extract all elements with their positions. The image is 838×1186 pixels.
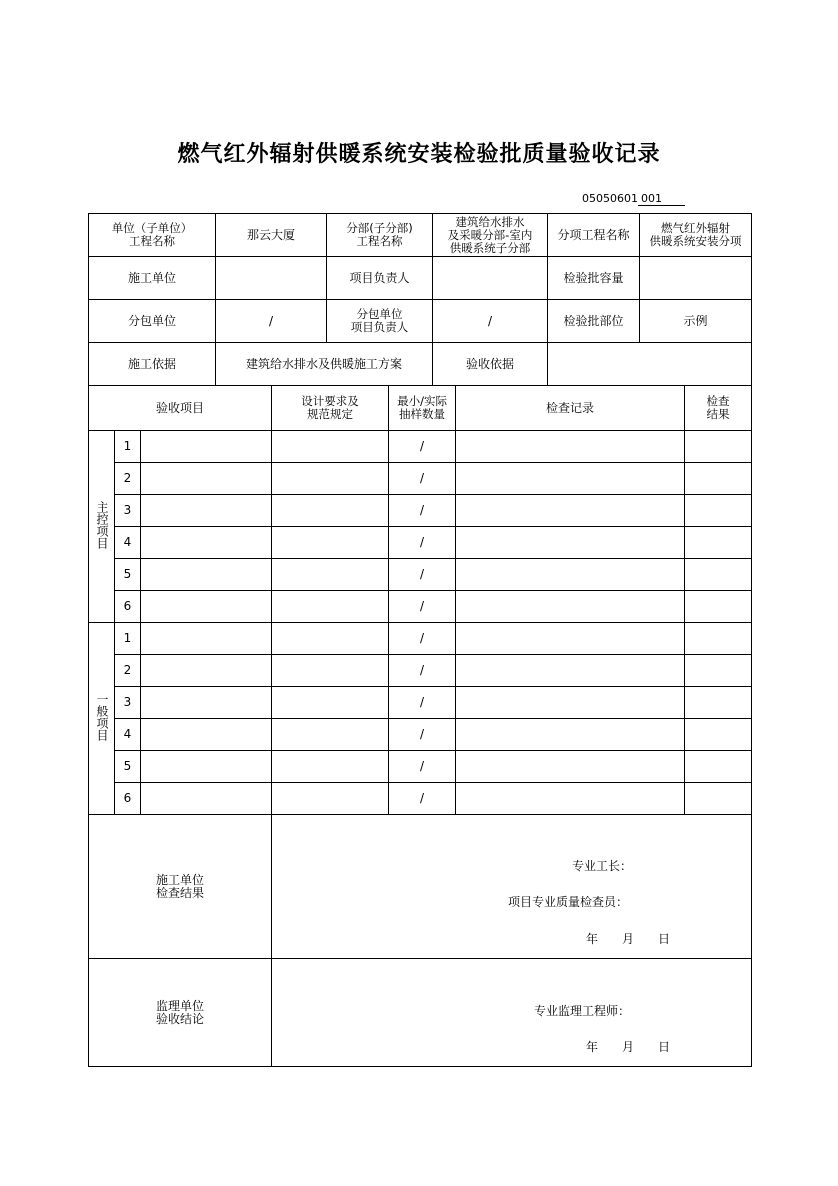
contractor-label: 施工单位 — [89, 257, 216, 300]
inspection-record-cell — [456, 527, 685, 559]
inspection-result-cell — [685, 623, 752, 655]
main-control-row — [89, 591, 752, 623]
items-table — [88, 385, 752, 1067]
sample-count-cell: / — [389, 431, 456, 463]
col-item-header: 验收项目 — [89, 386, 272, 431]
construction-basis-label: 施工依据 — [89, 343, 216, 386]
inspection-record-cell — [456, 719, 685, 751]
inspection-result-cell — [685, 751, 752, 783]
row-number: 6 — [115, 591, 141, 623]
sample-count-cell: / — [389, 463, 456, 495]
supervision-result-area — [272, 959, 752, 1067]
sample-count-cell: / — [389, 623, 456, 655]
row-number: 3 — [115, 687, 141, 719]
inspection-result-cell — [685, 687, 752, 719]
design-requirement-cell — [272, 495, 389, 527]
row-number: 6 — [115, 783, 141, 815]
item-cell — [141, 559, 272, 591]
design-requirement-cell — [272, 783, 389, 815]
sample-count-cell: / — [389, 687, 456, 719]
form-code — [582, 192, 685, 206]
design-requirement-cell — [272, 687, 389, 719]
batch-location-label: 检验批部位 — [548, 300, 640, 343]
subitem-name-value: 燃气红外辐射 供暖系统安装分项 — [640, 214, 752, 257]
design-requirement-cell — [272, 751, 389, 783]
inspection-record-cell — [456, 623, 685, 655]
project-manager-label: 项目负责人 — [327, 257, 433, 300]
design-requirement-cell — [272, 431, 389, 463]
item-cell — [141, 751, 272, 783]
division-name-value: 建筑给水排水 及采暖分部-室内 供暖系统子分部 — [433, 214, 548, 257]
sample-count-cell: / — [389, 591, 456, 623]
row-number: 3 — [115, 495, 141, 527]
general-row — [89, 751, 752, 783]
design-requirement-cell — [272, 623, 389, 655]
construction-result-area — [272, 815, 752, 959]
header-table — [88, 213, 752, 386]
quality-inspector-signature-label: 项目专业质量检查员： — [508, 895, 629, 909]
inspection-record-cell — [456, 559, 685, 591]
inspection-result-cell — [685, 591, 752, 623]
batch-location-value: 示例 — [640, 300, 752, 343]
division-name-label: 分部(子分部) 工程名称 — [327, 214, 433, 257]
row-number: 1 — [115, 623, 141, 655]
item-cell — [141, 719, 272, 751]
sub-pm-label: 分包单位 项目负责人 — [327, 300, 433, 343]
inspection-result-cell — [685, 783, 752, 815]
sample-count-cell: / — [389, 527, 456, 559]
unit-name-label: 单位（子单位） 工程名称 — [89, 214, 216, 257]
item-cell — [141, 591, 272, 623]
sample-count-cell: / — [389, 751, 456, 783]
inspection-record-cell — [456, 463, 685, 495]
general-label: 一般项目 — [89, 623, 115, 815]
unit-name-value: 那云大厦 — [216, 214, 327, 257]
subcontractor-value: / — [216, 300, 327, 343]
general-row — [89, 655, 752, 687]
inspection-result-cell — [685, 719, 752, 751]
subcontractor-label: 分包单位 — [89, 300, 216, 343]
project-manager-value — [433, 257, 548, 300]
inspection-record-cell — [456, 751, 685, 783]
item-cell — [141, 687, 272, 719]
inspection-result-cell — [685, 559, 752, 591]
row-number: 4 — [115, 719, 141, 751]
design-requirement-cell — [272, 559, 389, 591]
row-number: 4 — [115, 527, 141, 559]
design-requirement-cell — [272, 591, 389, 623]
item-cell — [141, 623, 272, 655]
supervision-result-label: 监理单位 验收结论 — [89, 959, 272, 1067]
form-code-prefix: 05050601 — [582, 192, 638, 205]
general-row — [89, 623, 752, 655]
contractor-value — [216, 257, 327, 300]
item-cell — [141, 655, 272, 687]
sample-count-cell: / — [389, 719, 456, 751]
supervising-engineer-signature-label: 专业监理工程师： — [534, 1004, 631, 1018]
sample-count-cell: / — [389, 655, 456, 687]
row-number: 5 — [115, 751, 141, 783]
design-requirement-cell — [272, 527, 389, 559]
general-row — [89, 687, 752, 719]
item-cell — [141, 495, 272, 527]
col-result-header: 检查 结果 — [685, 386, 752, 431]
col-design-header: 设计要求及 规范规定 — [272, 386, 389, 431]
subitem-name-label: 分项工程名称 — [548, 214, 640, 257]
inspection-result-cell — [685, 527, 752, 559]
page-title: 燃气红外辐射供暖系统安装检验批质量验收记录 — [177, 141, 661, 167]
item-cell — [141, 463, 272, 495]
form-code-number: 001 — [638, 192, 685, 206]
row-number: 2 — [115, 655, 141, 687]
construction-date: 年 月 日 — [586, 932, 671, 946]
main-control-row — [89, 463, 752, 495]
supervision-date: 年 月 日 — [586, 1040, 671, 1054]
foreman-signature-label: 专业工长： — [572, 859, 633, 873]
general-row — [89, 783, 752, 815]
construction-basis-value: 建筑给水排水及供暖施工方案 — [216, 343, 433, 386]
sub-pm-value: / — [433, 300, 548, 343]
inspection-record-cell — [456, 495, 685, 527]
inspection-record-cell — [456, 655, 685, 687]
inspection-record-cell — [456, 431, 685, 463]
main-control-row — [89, 527, 752, 559]
sample-count-cell: / — [389, 783, 456, 815]
design-requirement-cell — [272, 463, 389, 495]
inspection-record-cell — [456, 783, 685, 815]
inspection-result-cell — [685, 463, 752, 495]
item-cell — [141, 431, 272, 463]
main-control-label: 主控项目 — [89, 431, 115, 623]
batch-capacity-label: 检验批容量 — [548, 257, 640, 300]
main-control-section — [89, 431, 752, 623]
sample-count-cell: / — [389, 495, 456, 527]
inspection-record-cell — [456, 591, 685, 623]
row-number: 1 — [115, 431, 141, 463]
main-control-row — [89, 559, 752, 591]
row-number: 2 — [115, 463, 141, 495]
main-control-row — [89, 431, 752, 463]
sample-count-cell: / — [389, 559, 456, 591]
design-requirement-cell — [272, 655, 389, 687]
acceptance-basis-value — [548, 343, 752, 386]
item-cell — [141, 783, 272, 815]
inspection-result-cell — [685, 495, 752, 527]
inspection-record-cell — [456, 687, 685, 719]
batch-capacity-value — [640, 257, 752, 300]
general-row — [89, 719, 752, 751]
main-control-row — [89, 495, 752, 527]
general-section — [89, 623, 752, 815]
acceptance-basis-label: 验收依据 — [433, 343, 548, 386]
inspection-result-cell — [685, 431, 752, 463]
col-record-header: 检查记录 — [456, 386, 685, 431]
construction-result-label: 施工单位 检查结果 — [89, 815, 272, 959]
design-requirement-cell — [272, 719, 389, 751]
item-cell — [141, 527, 272, 559]
row-number: 5 — [115, 559, 141, 591]
inspection-result-cell — [685, 655, 752, 687]
col-sample-header: 最小/实际 抽样数量 — [389, 386, 456, 431]
